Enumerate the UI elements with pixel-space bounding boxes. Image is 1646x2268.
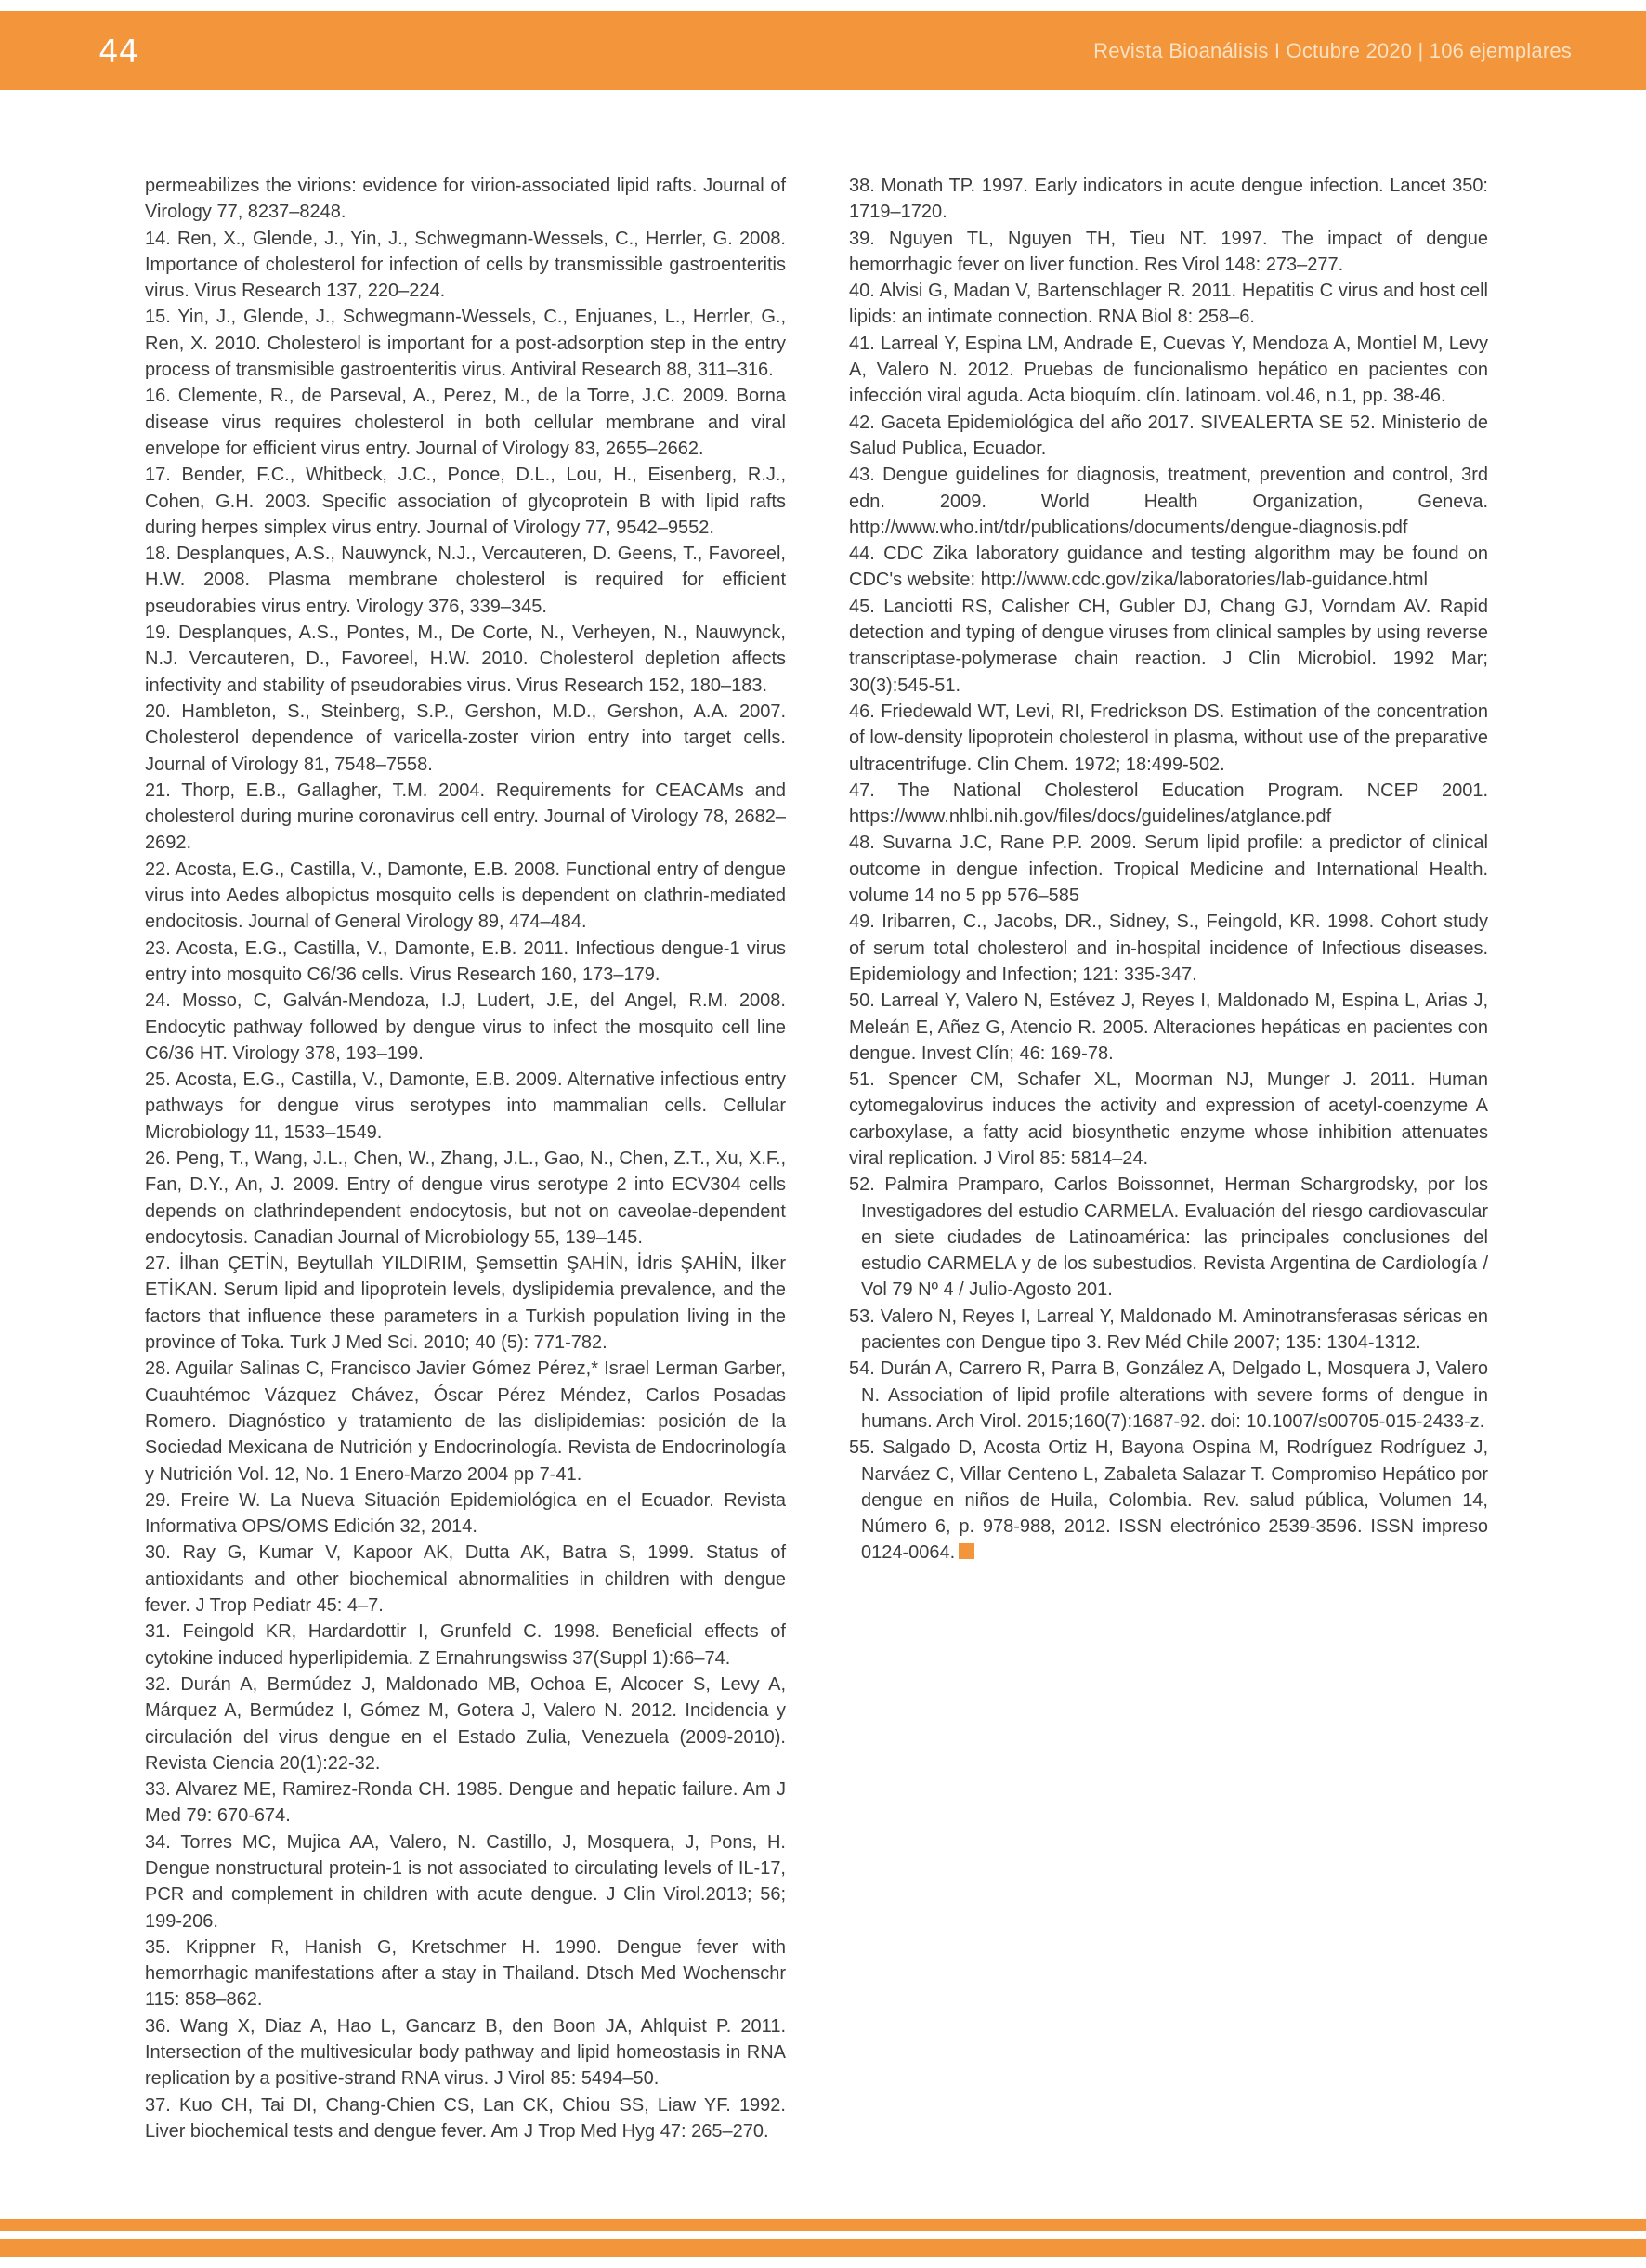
reference-item: 23. Acosta, E.G., Castilla, V., Damonte, E.B. 2011. Infectious dengue-1 virus entry into mosquito C6/36 cells. Virus Research 160, 173–179. — [145, 937, 786, 985]
reference-item: 43. Dengue guidelines for diagnosis, treatment, prevention and control, 3rd edn. 2009. World Health Organization, Geneva. http://www.who.int/tdr/publications/documents/dengue-diagnosis.pdf — [849, 465, 1488, 538]
reference-item: 28. Aguilar Salinas C, Francisco Javier Gómez Pérez,* Israel Lerman Garber, Cuauhtémoc Vázquez Chávez, Óscar Pérez Méndez, Carlos Posadas Romero. Diagnóstico y tratamiento de las dislipidemias: posición de la Sociedad Mexicana de Nutrición y Endocrinología. Revista de Endocrinología y Nutrición Vol. 12, No. 1 Enero-Marzo 2004 pp 7-41. — [145, 1358, 786, 1485]
reference-item: 33. Alvarez ME, Ramirez-Ronda CH. 1985. Dengue and hepatic failure. Am J Med 79: 670-674. — [145, 1779, 786, 1827]
reference-item: 53. Valero N, Reyes I, Larreal Y, Maldonado M. Aminotransferasas séricas en pacientes con Dengue tipo 3. Rev Méd Chile 2007; 135: 1304-1312. — [849, 1305, 1488, 1354]
reference-item — [849, 1435, 1488, 1566]
reference-item: 34. Torres MC, Mujica AA, Valero, N. Castillo, J, Mosquera, J, Pons, H. Dengue nonstructural protein-1 is not associated to circulating levels of IL-17, PCR and complement in children with acute dengue. J Clin Virol.2013; 56; 199-206. — [145, 1831, 786, 1932]
reference-item: 27. İlhan ÇETİN, Beytullah YILDIRIM, Şemsettin ŞAHİN, İdris ŞAHİN, İlker ETİKAN. Serum lipid and lipoprotein levels, dyslipidemia prevalence, and the factors that influence these parameters in a Turkish population living in the province of Toka. Turk J Med Sci. 2010; 40 (5): 771-782. — [145, 1253, 786, 1354]
reference-item: 15. Yin, J., Glende, J., Schwegmann-Wessels, C., Enjuanes, L., Herrler, G., Ren, X. 2010. Cholesterol is important for a post-adsorption step in the entry process of transmisible gastroenteritis virus. Antiviral Research 88, 311–316. — [145, 307, 786, 381]
reference-item: 45. Lanciotti RS, Calisher CH, Gubler DJ, Chang GJ, Vorndam AV. Rapid detection and typing of dengue viruses from clinical samples by using reverse transcriptase-polymerase chain reaction. J Clin Microbiol. 1992 Mar; 30(3):545-51. — [849, 596, 1488, 696]
reference-item: 50. Larreal Y, Valero N, Estévez J, Reyes I, Maldonado M, Espina L, Arias J, Meleán E, Añez G, Atencio R. 2005. Alteraciones hepáticas en pacientes con dengue. Invest Clín; 46: 169-78. — [849, 990, 1488, 1064]
reference-item: 26. Peng, T., Wang, J.L., Chen, W., Zhang, J.L., Gao, N., Chen, Z.T., Xu, X.F., Fan, D.Y., An, J. 2009. Entry of dengue virus serotype 2 into ECV304 cells depends on clathrindependent endocytosis, but not on caveolae-dependent endocytosis. Canadian Journal of Microbiology 55, 139–145. — [145, 1147, 786, 1248]
reference-item: 47. The National Cholesterol Education Program. NCEP 2001. https://www.nhlbi.nih.gov/files/docs/guidelines/atglance.pdf — [849, 780, 1488, 828]
page-number: 44 — [98, 33, 139, 71]
reference-item: 37. Kuo CH, Tai DI, Chang-Chien CS, Lan CK, Chiou SS, Liaw YF. 1992. Liver biochemical tests and dengue fever. Am J Trop Med Hyg 47: 265–270. — [145, 2094, 786, 2142]
reference-item: 17. Bender, F.C., Whitbeck, J.C., Ponce, D.L., Lou, H., Eisenberg, R.J., Cohen, G.H. 2003. Specific association of glycoprotein B with lipid rafts during herpes simplex virus entry. Journal of Virology 77, 9542–9552. — [145, 465, 786, 538]
reference-item: 48. Suvarna J.C, Rane P.P. 2009. Serum lipid profile: a predictor of clinical outcome in dengue infection. Tropical Medicine and International Health. volume 14 no 5 pp 576–585 — [849, 832, 1488, 907]
reference-item: 31. Feingold KR, Hardardottir I, Grunfeld C. 1998. Beneficial effects of cytokine induced hyperlipidemia. Z Ernahrungswiss 37(Suppl 1):66–74. — [145, 1621, 786, 1669]
reference-item: 52. Palmira Pramparo, Carlos Boissonnet, Herman Schargrodsky, por los Investigadores del estudio CARMELA. Evaluación del riesgo cardiovascular en siete ciudades de Latinoamérica: las principales conclusiones del estudio CARMELA y de los subestudios. Revista Argentina de Cardiología / Vol 79 Nº 4 / Julio-Agosto 201. — [849, 1174, 1488, 1301]
reference-item: 19. Desplanques, A.S., Pontes, M., De Corte, N., Verheyen, N., Nauwynck, N.J. Vercauteren, D., Favoreel, H.W. 2010. Cholesterol depletion affects infectivity and stability of pseudorabies virus. Virus Research 152, 180–183. — [145, 623, 786, 696]
reference-item: permeabilizes the virions: evidence for virion-associated lipid rafts. Journal of Virology 77, 8237–8248. — [145, 176, 786, 223]
reference-item: 25. Acosta, E.G., Castilla, V., Damonte, E.B. 2009. Alternative infectious entry pathways for dengue virus serotypes into mammalian cells. Cellular Microbiology 11, 1533–1549. — [145, 1069, 786, 1143]
reference-item: 40. Alvisi G, Madan V, Bartenschlager R. 2011. Hepatitis C virus and host cell lipids: an intimate connection. RNA Biol 8: 258–6. — [849, 281, 1488, 328]
reference-item: 14. Ren, X., Glende, J., Yin, J., Schwegmann-Wessels, C., Herrler, G. 2008. Importance of cholesterol for infection of cells by transmissible gastroenteritis virus. Virus Research 137, 220–224. — [145, 228, 786, 302]
reference-item: 29. Freire W. La Nueva Situación Epidemiológica en el Ecuador. Revista Informativa OPS/OMS Edición 32, 2014. — [145, 1489, 786, 1538]
reference-item: 35. Krippner R, Hanish G, Kretschmer H. 1990. Dengue fever with hemorrhagic manifestations after a stay in Thailand. Dtsch Med Wochenschr 115: 858–862. — [145, 1936, 786, 2011]
reference-item: 16. Clemente, R., de Parseval, A., Perez, M., de la Torre, J.C. 2009. Borna disease virus requires cholesterol in both cellular membrane and viral envelope for efficient virus entry. Journal of Virology 83, 2655–2662. — [145, 386, 786, 459]
references-left-column — [145, 173, 786, 2144]
end-of-article-square-icon — [959, 1543, 974, 1559]
reference-item: 22. Acosta, E.G., Castilla, V., Damonte, E.B. 2008. Functional entry of dengue virus into Aedes albopictus mosquito cells is dependent on clathrin-mediated endocitosis. Journal of General Virology 89, 474–484. — [145, 859, 786, 933]
reference-item: 24. Mosso, C, Galván-Mendoza, I.J, Ludert, J.E, del Angel, R.M. 2008. Endocytic pathway followed by dengue virus to infect the mosquito cell line C6/36 HT. Virology 378, 193–199. — [145, 990, 786, 1064]
reference-item: 44. CDC Zika laboratory guidance and testing algorithm may be found on CDC's website: http://www.cdc.gov/zika/laboratories/lab-guidance.html — [849, 544, 1488, 591]
reference-item: 51. Spencer CM, Schafer XL, Moorman NJ, Munger J. 2011. Human cytomegalovirus induces the activity and expression of acetyl-coenzyme A carboxylase, a fatty acid biosynthetic enzyme whose inhibition attenuates viral replication. J Virol 85: 5814–24. — [849, 1069, 1488, 1169]
reference-item: 41. Larreal Y, Espina LM, Andrade E, Cuevas Y, Mendoza A, Montiel M, Levy A, Valero N. 2012. Pruebas de funcionalismo hepático en pacientes con infección viral aguda. Acta bioquím. clín. latinoam. vol.46, n.1, pp. 38-46. — [849, 333, 1488, 407]
reference-text: 55. Salgado D, Acosta Ortiz H, Bayona Ospina M, Rodríguez Rodríguez J, Narváez C, Villar Centeno L, Zabaleta Salazar T. Compromiso Hepático por dengue en niños de Huila, Colombia. Rev. salud pública, Volumen 14, Número 6, p. 978-988, 2012. ISSN electrónico 2539-3596. ISSN impreso 0124-0064. — [849, 1437, 1488, 1564]
page-header-band — [0, 11, 1646, 90]
reference-item: 46. Friedewald WT, Levi, RI, Fredrickson DS. Estimation of the concentration of low-density lipoprotein cholesterol in plasma, without use of the preparative ultracentrifuge. Clin Chem. 1972; 18:499-502. — [849, 701, 1488, 775]
footer-stripe-thick — [0, 2239, 1646, 2257]
reference-item: 36. Wang X, Diaz A, Hao L, Gancarz B, den Boon JA, Ahlquist P. 2011. Intersection of the multivesicular body pathway and lipid homeostasis in RNA replication by a positive-strand RNA virus. J Virol 85: 5494–50. — [145, 2015, 786, 2090]
reference-item: 49. Iribarren, C., Jacobs, DR., Sidney, S., Feingold, KR. 1998. Cohort study of serum total cholesterol and in-hospital incidence of Infectious diseases. Epidemiology and Infection; 121: 335-347. — [849, 911, 1488, 985]
reference-item: 38. Monath TP. 1997. Early indicators in acute dengue infection. Lancet 350: 1719–1720. — [849, 176, 1488, 223]
reference-item: 39. Nguyen TL, Nguyen TH, Tieu NT. 1997. The impact of dengue hemorrhagic fever on liver function. Res Virol 148: 273–277. — [849, 228, 1488, 275]
reference-item: 54. Durán A, Carrero R, Parra B, González A, Delgado L, Mosquera J, Valero N. Association of lipid profile alterations with severe forms of dengue in humans. Arch Virol. 2015;160(7):1687-92. doi: 10.1007/s00705-015-2433-z. — [849, 1358, 1488, 1432]
footer-stripe-thin — [0, 2219, 1646, 2231]
reference-item: 30. Ray G, Kumar V, Kapoor AK, Dutta AK, Batra S, 1999. Status of antioxidants and other biochemical abnormalities in children with dengue fever. J Trop Pediatr 45: 4–7. — [145, 1542, 786, 1617]
journal-info: Revista Bioanálisis I Octubre 2020 | 106 ejemplares — [1093, 39, 1572, 62]
reference-item: 18. Desplanques, A.S., Nauwynck, N.J., Vercauteren, D. Geens, T., Favoreel, H.W. 2008. Plasma membrane cholesterol is required for efficient pseudorabies virus entry. Virology 376, 339–345. — [145, 544, 786, 617]
reference-item: 42. Gaceta Epidemiológica del año 2017. SIVEALERTA SE 52. Ministerio de Salud Publica, Ecuador. — [849, 412, 1488, 459]
reference-item: 32. Durán A, Bermúdez J, Maldonado MB, Ochoa E, Alcocer S, Levy A, Márquez A, Bermúdez I, Gómez M, Gotera J, Valero N. 2012. Incidencia y circulación del virus dengue en el Estado Zulia, Venezuela (2009-2010). Revista Ciencia 20(1):22-32. — [145, 1673, 786, 1774]
reference-item: 20. Hambleton, S., Steinberg, S.P., Gershon, M.D., Gershon, A.A. 2007. Cholesterol dependence of varicella-zoster virion entry into target cells. Journal of Virology 81, 7548–7558. — [145, 701, 786, 775]
reference-item: 21. Thorp, E.B., Gallagher, T.M. 2004. Requirements for CEACAMs and cholesterol during murine coronavirus cell entry. Journal of Virology 78, 2682–2692. — [145, 780, 786, 854]
references-right-column — [849, 173, 1488, 1567]
